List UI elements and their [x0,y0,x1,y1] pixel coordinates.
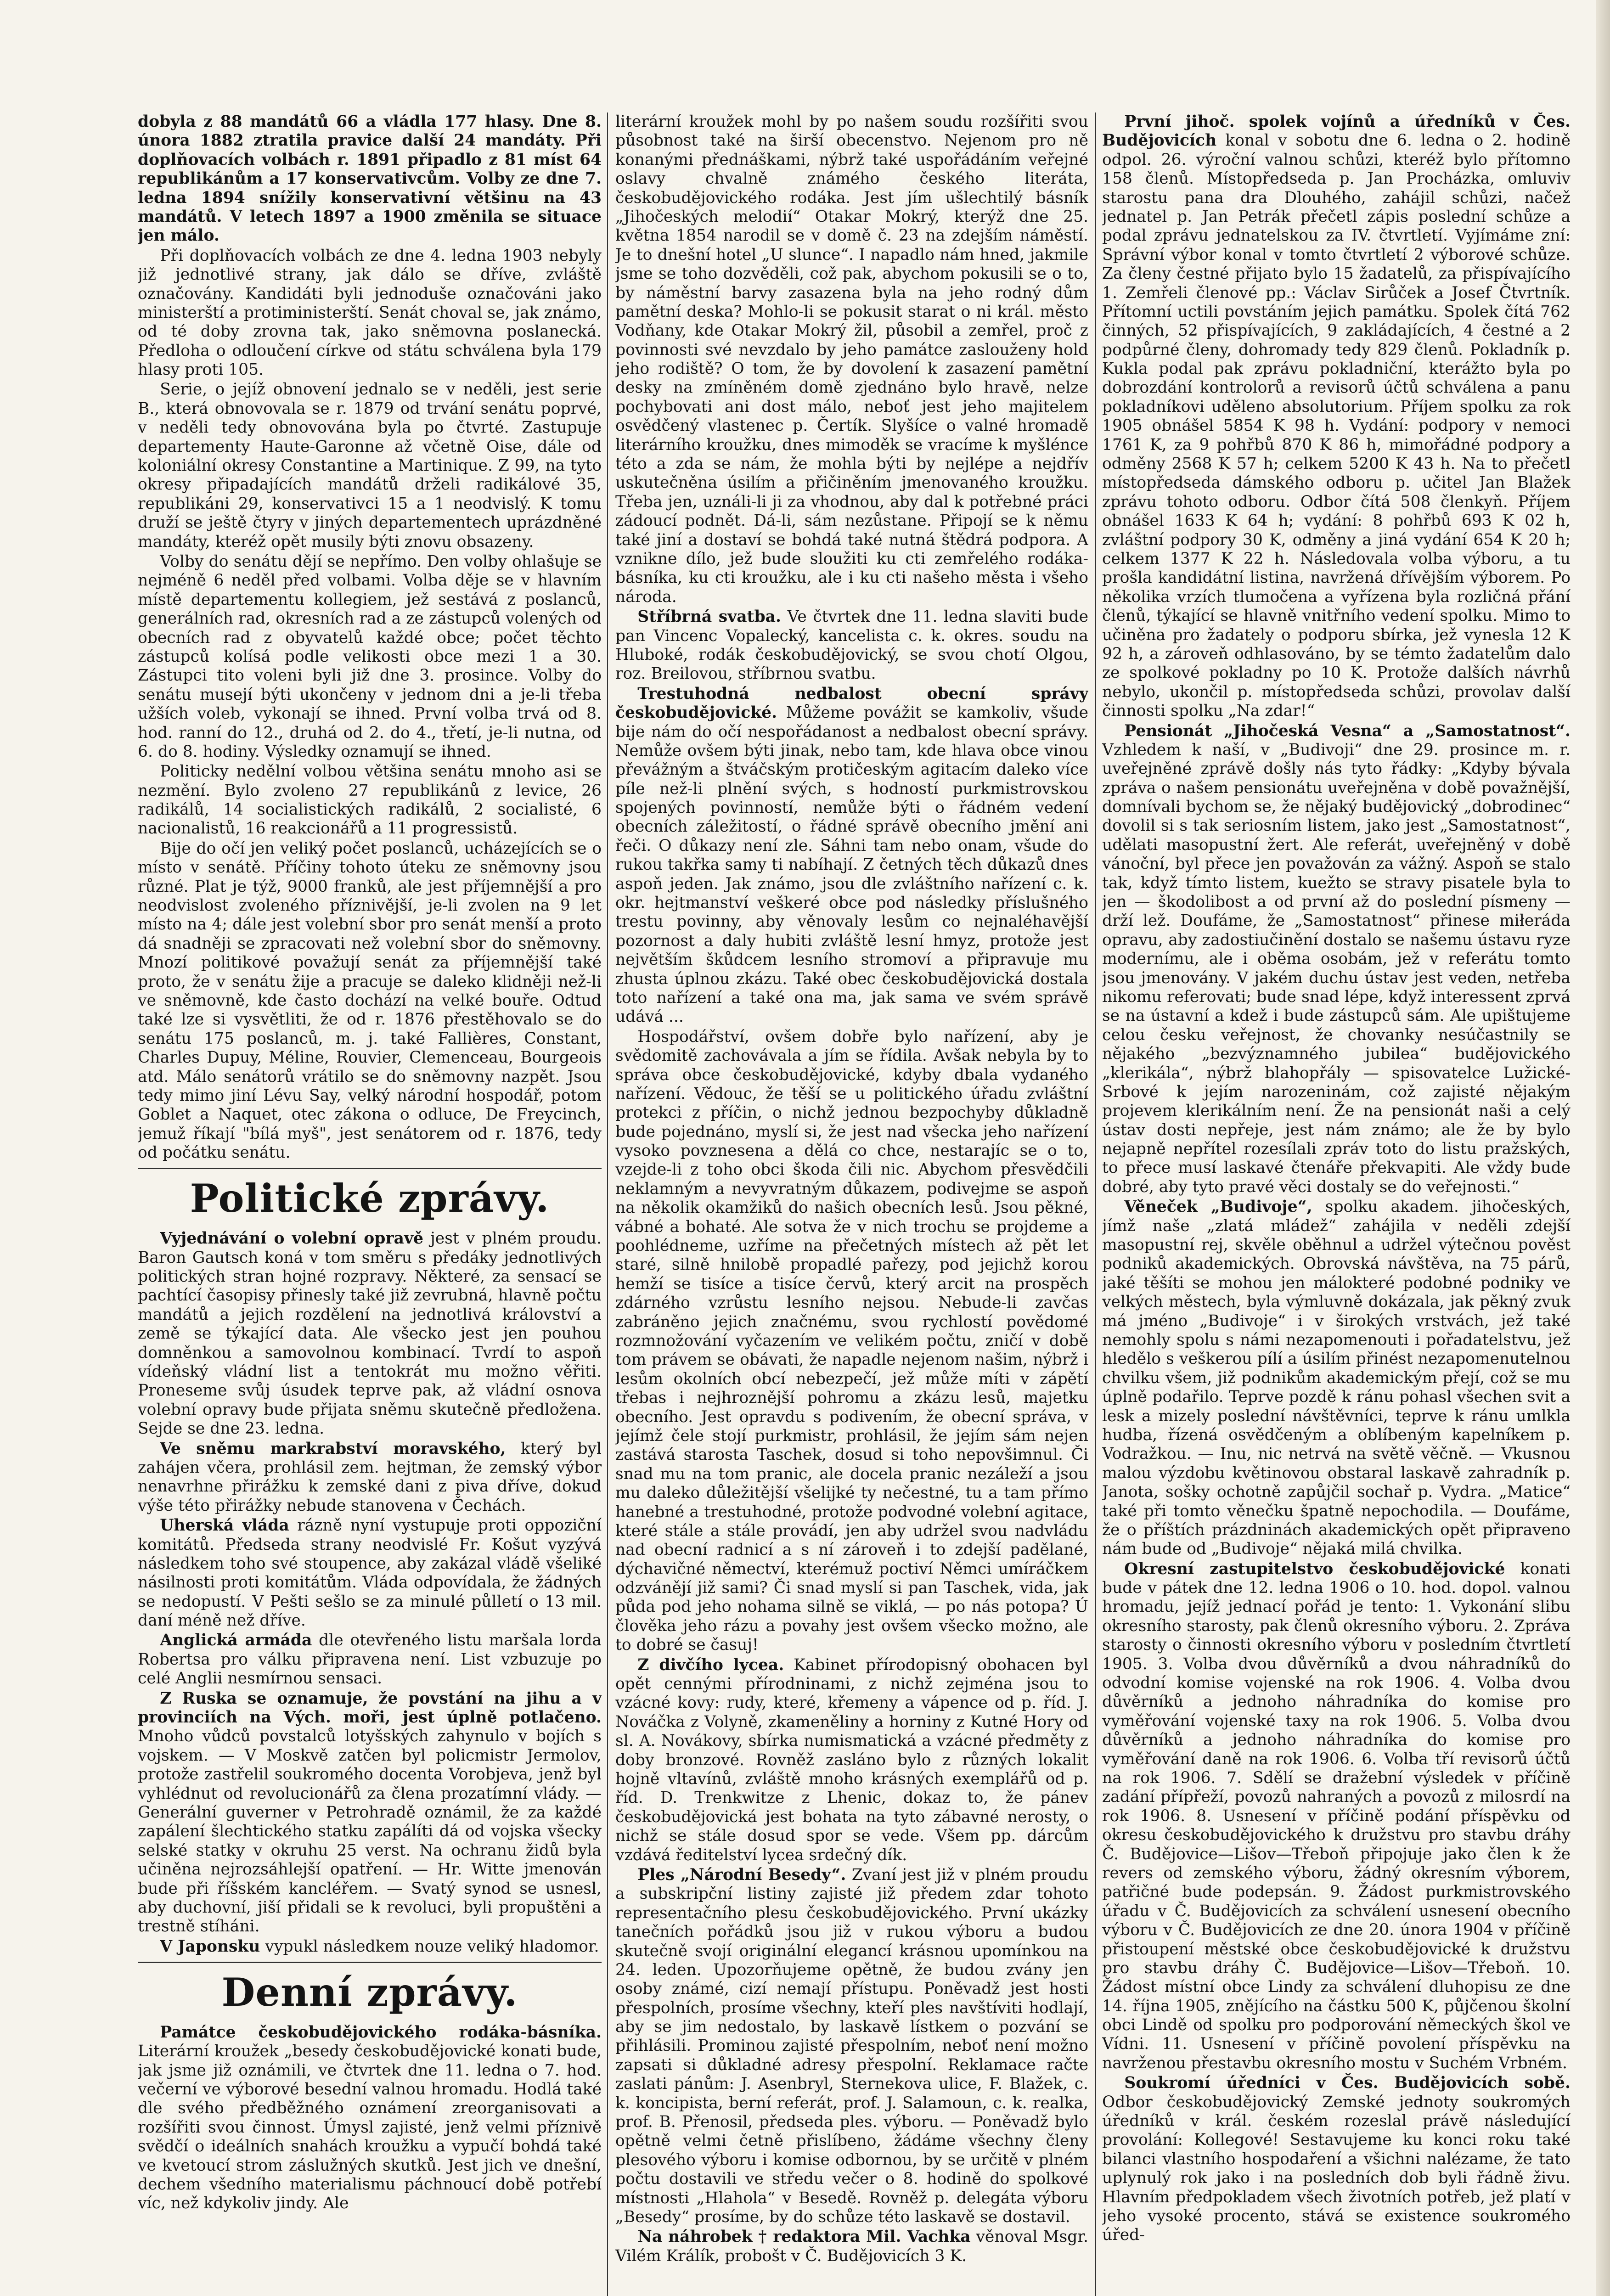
news-headline: Trestuhodná nedbalost obecní správy českobudějovické. [615,684,1088,722]
news-body: Ve čtvrtek dne 11. ledna slaviti bude pan Vincenc Vopalecký, kancelista c. k. okres. soudu na Hluboké, rodák českobudějovický, se svou chotí Olgou, roz. Breilovou, stříbrnou svatbu. [615,608,1088,683]
news-body: Můžeme povážit se kamkoliv, všude bije nám do očí nespořádanost a nedbalost obecní správy. Nemůže ovšem býti jinak, nebo tam, kde hlava obce vinou převážným a štváčským protičeským agitacím daleko více píle než-li plnění svých, s hodností purkmistrovskou spojených povinností, nemůže býti o řádném vedení obecních záležitostí, o řádné správě obecního jmění ani řeči. O důkazy není zle. Sáhni tam nebo onam, všude do rukou takřka samy ti nabíhají. Z četných těch důkazů dnes aspoň jeden. Jak známo, jsou dle zvláštního nařízení c. k. okr. hejtmanství veškeré obce pod následky příslušného trestu povinny, aby věnovaly lesům co nejnaléhavější pozornost a daly hubiti zvláště lesní hmyz, protože jest největším škůdcem lesního stromoví a připravuje mu zhusta úplnou zkázu. Také obec českobudějovická dostala toto nařízení a také ona ma, jak sama ve svém správě udává ... [615,703,1088,1026]
news-headline: Stříbrná svatba. [637,608,782,626]
column-3 [1102,113,1571,2296]
news-item [1102,1560,1571,2073]
news-item [138,1631,602,1688]
news-item [1102,722,1571,1197]
news-item [1102,113,1571,721]
section-title: Politické zprávy. [190,1176,550,1221]
news-item [138,1229,602,1438]
news-body: spolku akadem. jihočeských, jímž naše „zlatá mládež“ zahájila v neděli zdejší masopustní rej, skvěle oběhnul a udržel výtečnou pověst podniků akademických. Obrovská návštěva, na 75 párů, jaké těšíti se mohou jen málokteré podobné podniky ve velkých městech, byla výmluvně dokázala, jak pěkný zvuk má jméno „Budivoje“ i v širokých vrstvách, jež také nemohly spolu s námi nezapomenouti i pořadatelstvu, jež hledělo s veškerou pílí a úsilím přinést nezapomenutelnou chvilku všem, již podnikům akademickým přejí, což se mu úplně podařilo. Teprve pozdě k ránu pohasl všechen svit a lesk a mizely poslední návštěvníci, teprve k ránu umlkla hudba, řízená osvědčeným a oblíbeným kapelníkem p. Vodražkou. — Inu, nic netrvá na světě věčně. — Vkusnou malou výzdobu květinovou obstaral laskavě zahradník p. Janota, sošky ochotně zapůjčil sochař p. Vydra. „Matice“ také při tomto věnečku špatně nepochodila. — Doufáme, že o příštích prázdninách akademických opět připraveno nám bude od „Budivoje“ nějaká milá chvilka. [1102,1198,1571,1559]
news-item [138,2023,602,2213]
news-item [138,1689,602,1936]
news-headline: Z divčího lycea. [637,1655,784,1674]
article-paragraph: literární kroužek mohl by po našem soudu rozšířiti svou působnost také na širší obecenstvo. Nejenom pro ně konanými přednáškami, nýbrž také uspořádáním veřejné oslavy chvalně známého českého literáta, českobudějovického rodáka. Jest jím ušlechtilý básník „Jihočeských melodií“ Otakar Mokrý, kterýž dne 25. května 1854 narodil se v domě č. 23 na zdejším náměstí. Je to dnešní hotel „U slunce“. I napadlo nám hned, jakmile jsme se toho dozvěděli, což pak, abychom pokusili se o to, by náměstní barvy zasazena byla na jeho rodný dům pamětní deska? Mohlo-li se pokusit starat o ni král. město Vodňany, kde Otakar Mokrý žil, působil a zemřel, proč z povinnosti své nevzdalo by jeho památce zaslouženy hold jeho rodiště? O tom, že by dovolení k zasazení pamětní desky na zmíněném domě zjednáno bylo hravě, nelze pochybovati ani dost málo, neboť jest jeho majitelem osvědčený vlastenec p. Čertík. Slyšíce o valné hromadě literárního kroužku, dnes mimoděk se vracíme k myšlénce této a zda se nám, že mohla býti by nejlépe a nejdřív uskutečněna úsilím a přičiněním jmenovaného kroužku. Třeba jen, uználi-li ji za vhodnou, aby dal k potřebné práci zádoucí podnět. Dá-li, sám nezůstane. Připojí se k němu také jiní a dostaví se bohdá také nutná štědrá podpora. A vznikne dílo, jež bude sloužiti ku cti zemřelého rodáka-básníka, ku cti kroužku, ale i ku cti našeho města i všeho národa. [615,113,1088,606]
section-rule [138,1168,602,1169]
news-body: dle otevřeného listu maršala lorda Robertsa pro válku připravena není. List vzbuzuje po celé Anglii nesmírnou sensaci. [138,1631,602,1688]
news-headline: Pensionát „Jihočeská Vesna“ a „Samostatnost“. [1124,721,1571,740]
news-body: Kabinet přírodopisný obohacen byl opět cennými přírodninami, z nichž zejména jsou to vzácné kovy: rudy, které, křemeny a vápence od p. říd. J. Nováčka z Volyně, zkameněliny a horniny z Kutné Hory od sl. A. Novákovy, sbírka numismatická a vzácné předměty z doby bronzové. Rovněž zasláno bylo z různých lokalit hojně vltavínů, zvláště mnoho krásných exemplářů od p. říd. D. Trenkwitze z Lhenic, dokaz to, že pánev českobudějovická jest bohata na tyto zábavné nerosty, o nichž se stále dosud spor se vede. Všem pp. dárcům vzdává ředitelství lycea srdečný dík. [615,1655,1088,1864]
news-item [615,1866,1088,2227]
news-headline: Okresní zastupitelstvo českobudějovické [1124,1559,1505,1578]
news-headline: Ples „Národní Besedy“. [637,1865,846,1884]
news-headline: První jihoč. spolek vojínů a úředníků v Čes. Budějovicích [1102,113,1571,150]
news-headline: V Japonsku [160,1937,260,1956]
column-rule [607,113,608,2296]
article-paragraph: Volby do senátu dějí se nepřímo. Den volby ohlašuje se nejméně 6 neděl před volbami. Volba děje se v hlavním místě departementu kollegiem, jež sestává z poslanců, generálních rad, okresních rad a ze zástupců volených od obecních rad z obyvatelů každé obce; počet těchto zástupců kolísá podle velikosti obce mezi 1 a 30. Zástupci tito voleni byli již dne 3. prosince. Volby do senátu musejí býti ukončeny v jednom dni a je-li třeba užších voleb, vykonají se ihned. První volba trvá od 8. hod. ranní do 12., druhá od 2. do 4., třetí, je-li nutna, od 6. do 8. hodiny. Výsledky oznamují se ihned. [138,552,602,761]
page-edge [1596,0,1610,2296]
article-paragraph: Hospodářství, ovšem dobře bylo nařízení, aby je svědomitě zachovávala a jím se řídila. Avšak nebyla by to správa obce českobudějovické, kdyby dbala vydaného nařízení. Vědouc, že těší se u politického úřadu zvláštní protekci z příčin, o nichž jednou bezpochyby důkladně bude pojednáno, myslí si, že jest nad všecka jeho nařízení vysoko povznesena a dělá co chce, nestarajíc se o to, vzejde-li z toho obci škoda čili nic. Abychom přesvědčili neklamným a nevyvratným důkazem, podivejme se aspoň na několik okamžiků do našich obecních lesů. Jsou pěkné, vábné a bohaté. Ale sotva že v nich trochu se projdeme a poohlédneme, uzříme na přečetných místech až pět let staré, silně hnilobě propadlé pařezy, pod jejichž korou hemží se tisíce a tisíce červů, který arcit na prospěch zdárného vzrůstu lesního nejsou. Nebude-li zavčas zabráněno jejich značnému, svou rychlostí povědomé rozmnožování vyčazením ve velikém počtu, zničí v době tom právem se obávati, že napadle nejenom našim, nýbrž i lesům okolních obcí nebezpečí, jež může míti v zápětí třebas i nejhroznější pohromu a zkázu lesů, majetku obecního. Jest opravdu s podivením, že obecní správa, v jejímž čele stojí purkmistr, prohlásil, že jejím sám nejen zastává starosta Taschek, dosud si toho nepovšimnul. Či snad mu na tom pranic, ale docela pranic nezáleží a jsou mu daleko důležitější všelijké ty nečestné, tu a tam přímo hanebné a trestuhodné, protože podvodné volební agitace, které stále a stále provádí, jen aby udržel svou nadvládu nad obecní radnicí a s ní zároveň i to zdejší padělané, dýchavičné němectví, kterémuž poctiví Němci umíráčkem odzvánějí již sami? Či snad myslí si pan Taschek, vida, jak půda pod jeho nohama silně se viklá, — po nás potopa? Ú člověka jeho rázu a povahy jest ovšem všecko možno, ale to dobré se časuj! [615,1027,1088,1654]
news-headline: Vyjednávání o volební opravě [160,1229,423,1248]
column-rule [1095,113,1096,2296]
news-body: konati bude v pátek dne 12. ledna 1906 o 10. hod. dopol. valnou hromadu, jejíž jednací pořád je tento: 1. Vykonání slibu okresního starosty, pak členů okresního výboru. 2. Zpráva starosty o činnosti okresního výboru v posledním čtvrtletí 1905. 3. Volba dvou důvěrníků a dvou náhradníků do odvodní komise vojenské na rok 1906. 4. Volba dvou důvěrníků a jednoho náhradníka do komise pro vyměřování vojenské taxy na rok 1906. 5. Volba dvou důvěrníků a jednoho náhradníka do komise pro vyměřování daně na rok 1906. 6. Volba tří revisorů účtů na rok 1906. 7. Sdělí se dražební výsledek v příčině zadání přípřeží, povozů nahraných a povozů z milosrdí na rok 1906. 8. Usnesení v příčině podání příspěvku od okresu českobudějovického k družstvu pro stavbu dráhy Č. Budějovice—Lišov—Třeboň připojuje jako člen k že revers od zemského výboru, žádný okresním výborem, patřičné bude podepsán. 9. Žádost purkmistrovského úřadu v Č. Budějovicích za schválení usnesení obecního výboru v Č. Budějovicích ze dne 20. února 1904 v příčině přistoupení městské obce českobudějovické k družstvu pro stavbu dráhy Č. Budějovice—Lišov—Třeboň. 10. Žádost místní obce Lindy za schválení dluhopisu ze dne 14. října 1905, znějícího na částku 500 K, půjčenou školní obci Lindě od spolku pro podporování německých škol ve Vídni. 11. Usnesení v příčině povolení příspěvku na navrženou přestavbu okresního mostu v Suchém Vrbném. [1102,1559,1571,2072]
news-body: Zvaní jest již v plném proudu a subskripční listiny zajisté již předem zdar tohoto representačního plesu českobudějovického. První ukázky tanečních pořádků jsou již v rukou výboru a budou skutečně svojí originální elegancí krásnou upomínkou na 24. leden. Upozorňujeme opětně, že budou zvány jen osoby známé, cizí nemají přístupu. Poněvadž jest hosti přespolních, prosíme všechny, kteří ples navštíviti hodlají, aby se jim nedostalo, by laskavě lístkem o pozvání se přihlásili. Prominou zajisté přespolním, neboť není možno zapsati si důkladné adresy přespolní. Reklamace račte zaslati pánům: J. Asenbryl, Sternekova ulice, F. Blažek, c. k. koncipista, berní referát, prof. J. Salamoun, c. k. realka, prof. B. Přenosil, předseda ples. výboru. — Poněvadž bylo opětně velmi četně přislíbeno, žádáme všechny členy plesového výboru i komise odbornou, by se určitě v plném počtu dostavili ve středu večer o 8. hodině do spolkové místnosti „Hlahola“ v Besedě. Rovněž p. delegáta výboru „Besedy“ prosíme, by do schůze této laskavě se dostavil. [615,1865,1088,2226]
news-item [615,2228,1088,2266]
news-headline: Soukromí úředníci v Čes. Budějovicích sobě. [1124,2074,1571,2093]
article-paragraph: dobyla z 88 mandátů 66 a vládla 177 hlasy. Dne 8. února 1882 ztratila pravice další 24 mandáty. Při doplňovacích volbách r. 1891 připadlo z 81 míst 64 republikánům a 17 konservativcům. Volby ze dne 7. ledna 1894 snížily konservativní většinu na 43 mandátů. V letech 1897 a 1900 změnila se situace jen málo. [138,113,602,245]
section-rule [138,1962,602,1963]
news-item [615,608,1088,684]
news-body: věnoval Msgr. Vilém Králík, probošt v Č. Budějovicích 3 K. [615,2228,1088,2265]
news-headline: Uherská vláda [160,1516,289,1535]
news-item [138,1516,602,1630]
news-body: Literární kroužek „besedy českobudějovické konati bude, jak jsme již oznámili, ve čtvrtek dne 11. ledna o 7. hod. večerní ve výborové besední valnou hromadu. Hodlá také dle svého předběžného oznámení zreorganisovati a rozšířiti svou činnost. Úmysl zajisté, jenž velmi příznivě svědčí o ideálních snahách kroužku a vypučí bohdá také ve kvetoucí strom záslužných skutků. Jest jich ve dnešní, dechem všedního materialismu páchnoucí době potřebí víc, než kdykoliv jindy. Ale [138,2042,602,2213]
news-body: který byl zahájen včera, prohlásil zem. hejtman, že zemský výbor nenavrhne přirážku k zemské dani z piva dříve, dokud výše této přirážky nebude stanovena v Čechách. [138,1439,602,1515]
news-item [1102,2074,1571,2245]
column-2 [615,113,1088,2296]
news-item [1102,1198,1571,1559]
news-headline: Ve sněmu markrabství moravského, [160,1439,506,1458]
news-headline: Věneček „Budivoje“, [1124,1198,1312,1216]
section-title: Denní zprávy. [221,1970,518,2015]
news-item [615,1656,1088,1865]
news-body: Vzhledem k naší, v „Budivoji“ dne 29. prosince m. r. uveřejněné zprávě došly nás tyto řádky: „Kdyby bývala zpráva o našem pensionátu uveřejněna v době považnější, domnívali bychom se, že nějaký budějovický „dobrodinec“ dovolil si s tak seriosním listem, jako jest „Samostatnost“, udělati masopustní žert. Ale referát, uveřejněný v době vánoční, byl přece jen považován za vážný. Aspoň se stalo tak, když tímto listem, kuežto se stravy pisatele byla to jen — škodolibost a od první až do poslední písmeny — drží lež. Doufáme, že „Samostatnost“ přinese miłerádа opravu, aby zadostiučinění dostalo se našemu ústavu ryze modernímu, ale i oběma osobám, jež v referátu tomto jsou jmenovány. V jakém duchu ústav jest veden, netřeba nikomu referovati; bude snad lépe, když interessent zprvá se na ústavní a kdež i bude zástupců sám. Ale upištujeme celou česku veřejnost, že chovanky nesúčastnily se nějakého „bezvýznamného jubilea“ budějovického „klerikála“, nýbrž blahopřály — spisovatelce Lužické-Srbové k jejím narozeninám, což zajisté nějakým projevem klerikálním není. Že na pensionát naši a celý ústav dosti nepřeje, jest nám známo; ale že by bylo nejapně nepřítel rozesílali zpráv toto do listu pražských, to přece musí laskavé čtenáře překvapiti. Ale vždy bude dobré, aby tyto pravé věci dostaly se do veřejnosti.“ [1102,740,1571,1196]
news-body: Odbor českobudějovický Zemské jednoty soukromých úředníků v král. českém rozeslal právě následující provolání: Kollegové! Sestavujeme ku konci roku také bilanci vlastního hospodaření a všichni nalézame, že tato uplynulý rok jako i na posledních dob byli řádně živu. Hlavním předpokladem všech životních potřeb, jež platí v jeho vysoké procento, stává se existence soukromého úřed- [1102,2093,1571,2245]
news-body: Mnoho vůdců povstalců lotyšských zahynulo v bojích s vojskem. — V Moskvě zatčen byl policmistr Jermolov, protože zastřelil soukromého docenta Vorobjeva, jenž byl vyhlédnut od revolucionářů za člena prozatímní vlády. — Generální guverner v Petrohradě oznámil, že za každé zapálení šlechtického statku zapálíti dá od vojska všecky selské statky v okruhu 25 verst. Na ochranu židů byla učiněna nejrozsáhlejší opatření. — Hr. Witte jmenován bude při říšském kancléřem. — Svatý synod se usnesl, aby duchovní, jiší přidali se k revoluci, byli propuštěni a trestně stíháni. [138,1727,602,1936]
news-body: konal v sobotu dne 6. ledna o 2. hodině odpol. 26. výroční valnou schůzi, kteréž bylo přítomno 158 členů. Místopředseda p. Jan Procházka, omluviv starostu pana dra Dlouhého, zahájil schůzi, načež jednatel p. Jan Petrák přečetl zápis poslední schůze a podal zprávu jednatelskou za IV. čtvrtletí. Vyjímáme zní: Správní výbor konal v tomto čtvrtletí 2 výborové schůze. Za členy čestné přijato bylo 15 žadatelů, za přispívajícího 1. Zemřeli členové pp.: Václav Sirůček a Josef Čtvrtník. Přítomní uctili povstáním jejich památku. Spolek čítá 762 činných, 52 přispívajících, 9 zakládajících, 4 čestné a 2 podpůrné členy, dohromady tedy 829 členů. Pokladník p. Kukla podal pak zprávu pokladniční, kterážto byla po dobrozdání kontrolorů a revisorů účtů schválena a panu pokladníkovi uděleno absolutorium. Příjem spolku za rok 1905 obnášel 5854 K 98 h. Vydání: podpory v nemoci 1761 K, za 9 pohřbů 870 K 86 h, mimořádné podpory a odměny 2568 K 57 h; celkem 5200 K 43 h. Na to přečetl místopředseda dámského odboru p. učitel Jan Blažek zprávu tohoto odboru. Odbor čítá 508 členkyň. Příjem obnášel 1633 K 64 h; vydání: 8 pohřbů 693 K 02 h, zvláštní podpory 30 K, odměny a jiná vydání 654 K 20 h; celkem 1377 K 22 h. Následovala volba výboru, a tu prošla kandidátní listina, navržená dřívějším výborem. Po několika vrzích tlumočena a vyřízena byla rozličná přání členů, týkající se hlavně vnitřního vedení spolku. Mimo to učiněna pro žadately o podporu sbírka, jež vynesla 12 K 92 h, a zároveň odhlasováno, by se témto žadatelům dalo ze spolkové pokladny po 10 K. Protože dalších návrhů nebylo, ukončil p. místopředseda schůzi, provolav další činnosti spolku „Na zdar!“ [1102,131,1571,720]
news-headline: Památce českobudějovického rodáka-básníka. [160,2023,602,2042]
article-paragraph: Politicky nedělní volbou většina senátu mnoho asi se nezmění. Bylo zvoleno 27 republikánů z levice, 26 radikálů, 14 socialistických radikálů, 2 socialisté, 6 nacionalistů, 16 reakcionářů a 11 progressistů. [138,762,602,838]
news-headline: Na náhrobek † redaktora Mil. Vachka [637,2228,971,2246]
article-paragraph: Při doplňovacích volbách ze dne 4. ledna 1903 nebyly již jednotlivé strany, jak dálo se dříve, zvláště označovány. Kandidáti byli jednoduše označováni jako ministerští a protiministerští. Senát choval se, jak známo, od té doby zrovna tak, jako sněmovna poslanecká. Předloha o odloučení církve od státu schválena byla 179 hlasy proti 105. [138,246,602,379]
news-item [615,685,1088,1027]
news-body: rázně nyní vystupuje proti oppoziční komitátů. Předseda strany neodvislé Fr. Košut vyzývá následkem toho své stoupence, aby zakázal vládě všeliké násilnosti proti komitátům. Vláda odpovídala, že žádných se nedopustí. V Pešti sešlo se za minulé půlletí o 13 mil. daní méně než dříve. [138,1516,602,1630]
news-headline: Z Ruska se oznamuje, že povstání na jihu a v provinciích na Vých. moři, jest úplně potlačeno. [138,1689,602,1727]
news-item [138,1937,602,1956]
news-headline: Anglická armáda [160,1631,312,1650]
news-body: vypukl následkem nouze veliký hladomor. [265,1937,599,1956]
news-body: jest v plném proudu. Baron Gautsch koná v tom směru s předáky jednotlivých politických stran hojné rozpravy. Některé, za sensací se pachtící časopisy přinesly také již zevrubná, hlavně počtu mandátů a jejich rozdělení na jednotlivá království a země se týkající data. Ale všecko jest jen pouhou domněnkou a samovolnou kombinací. Tvrdí to aspoň vídeňský vládní list a tentokrát mu možno věřiti. Proneseme svůj úsudek teprve pak, až vládní osnova volební opravy bude přijata sněmu skutečně předložena. Sejde se dne 23. ledna. [138,1229,602,1438]
news-item [138,1440,602,1516]
article-paragraph: Serie, o jejíž obnovení jednalo se v neděli, jest serie B., která obnovovala se r. 1879 od trvání senátu poprvé, v neděli tedy obnovována byla po čtvrté. Zastupuje departementy Haute-Garonne až včetně Oise, dále od koloniální okresy Constantine a Martinique. Z 99, na tyto okresy připadajících mandátů drželi radikálové 35, republikáni 29, konservativci 15 a 1 neodvislý. K tomu druží se ještě čtyry v jiných departementech uprázdněné mandáty, kteréž opět musily býti znovu obsazeny. [138,380,602,551]
column-1 [138,113,602,2296]
article-paragraph: Bije do očí jen veliký počet poslanců, ucházejících se o místo v senátě. Příčiny tohoto úteku ze sněmovny jsou různé. Plat je týž, 9000 franků, ale jest příjemnější a pro neodvislost zvoleného příznivější, je-li zvolen na 9 let místo na 4; dále jest volební sbor pro senát menší a proto dá snadněji se zpracovati než volební sbor do sněmovny. Mnozí politikové považují senát za příjemnější také proto, že v senátu žije a pracuje se daleko klidněji než-li ve sněmovně, kde často dochází na velké bouře. Odtud také lze si vysvětliti, že od r. 1876 přestěhovalo se do senátu 175 poslanců, m. j. také Fallières, Constant, Charles Dupuy, Méline, Rouvier, Clemenceau, Bourgeois atd. Málo senátorů vrátilo se do sněmovny nazpět. Jsou tedy mimo jiní Lévu Say, velký národní hospodář, potom Goblet a Naquet, otec zákona o odluce, De Freycinch, jemuž říkají "bílá myš", jest senátorem od r. 1876, tedy od počátku senátu. [138,839,602,1162]
